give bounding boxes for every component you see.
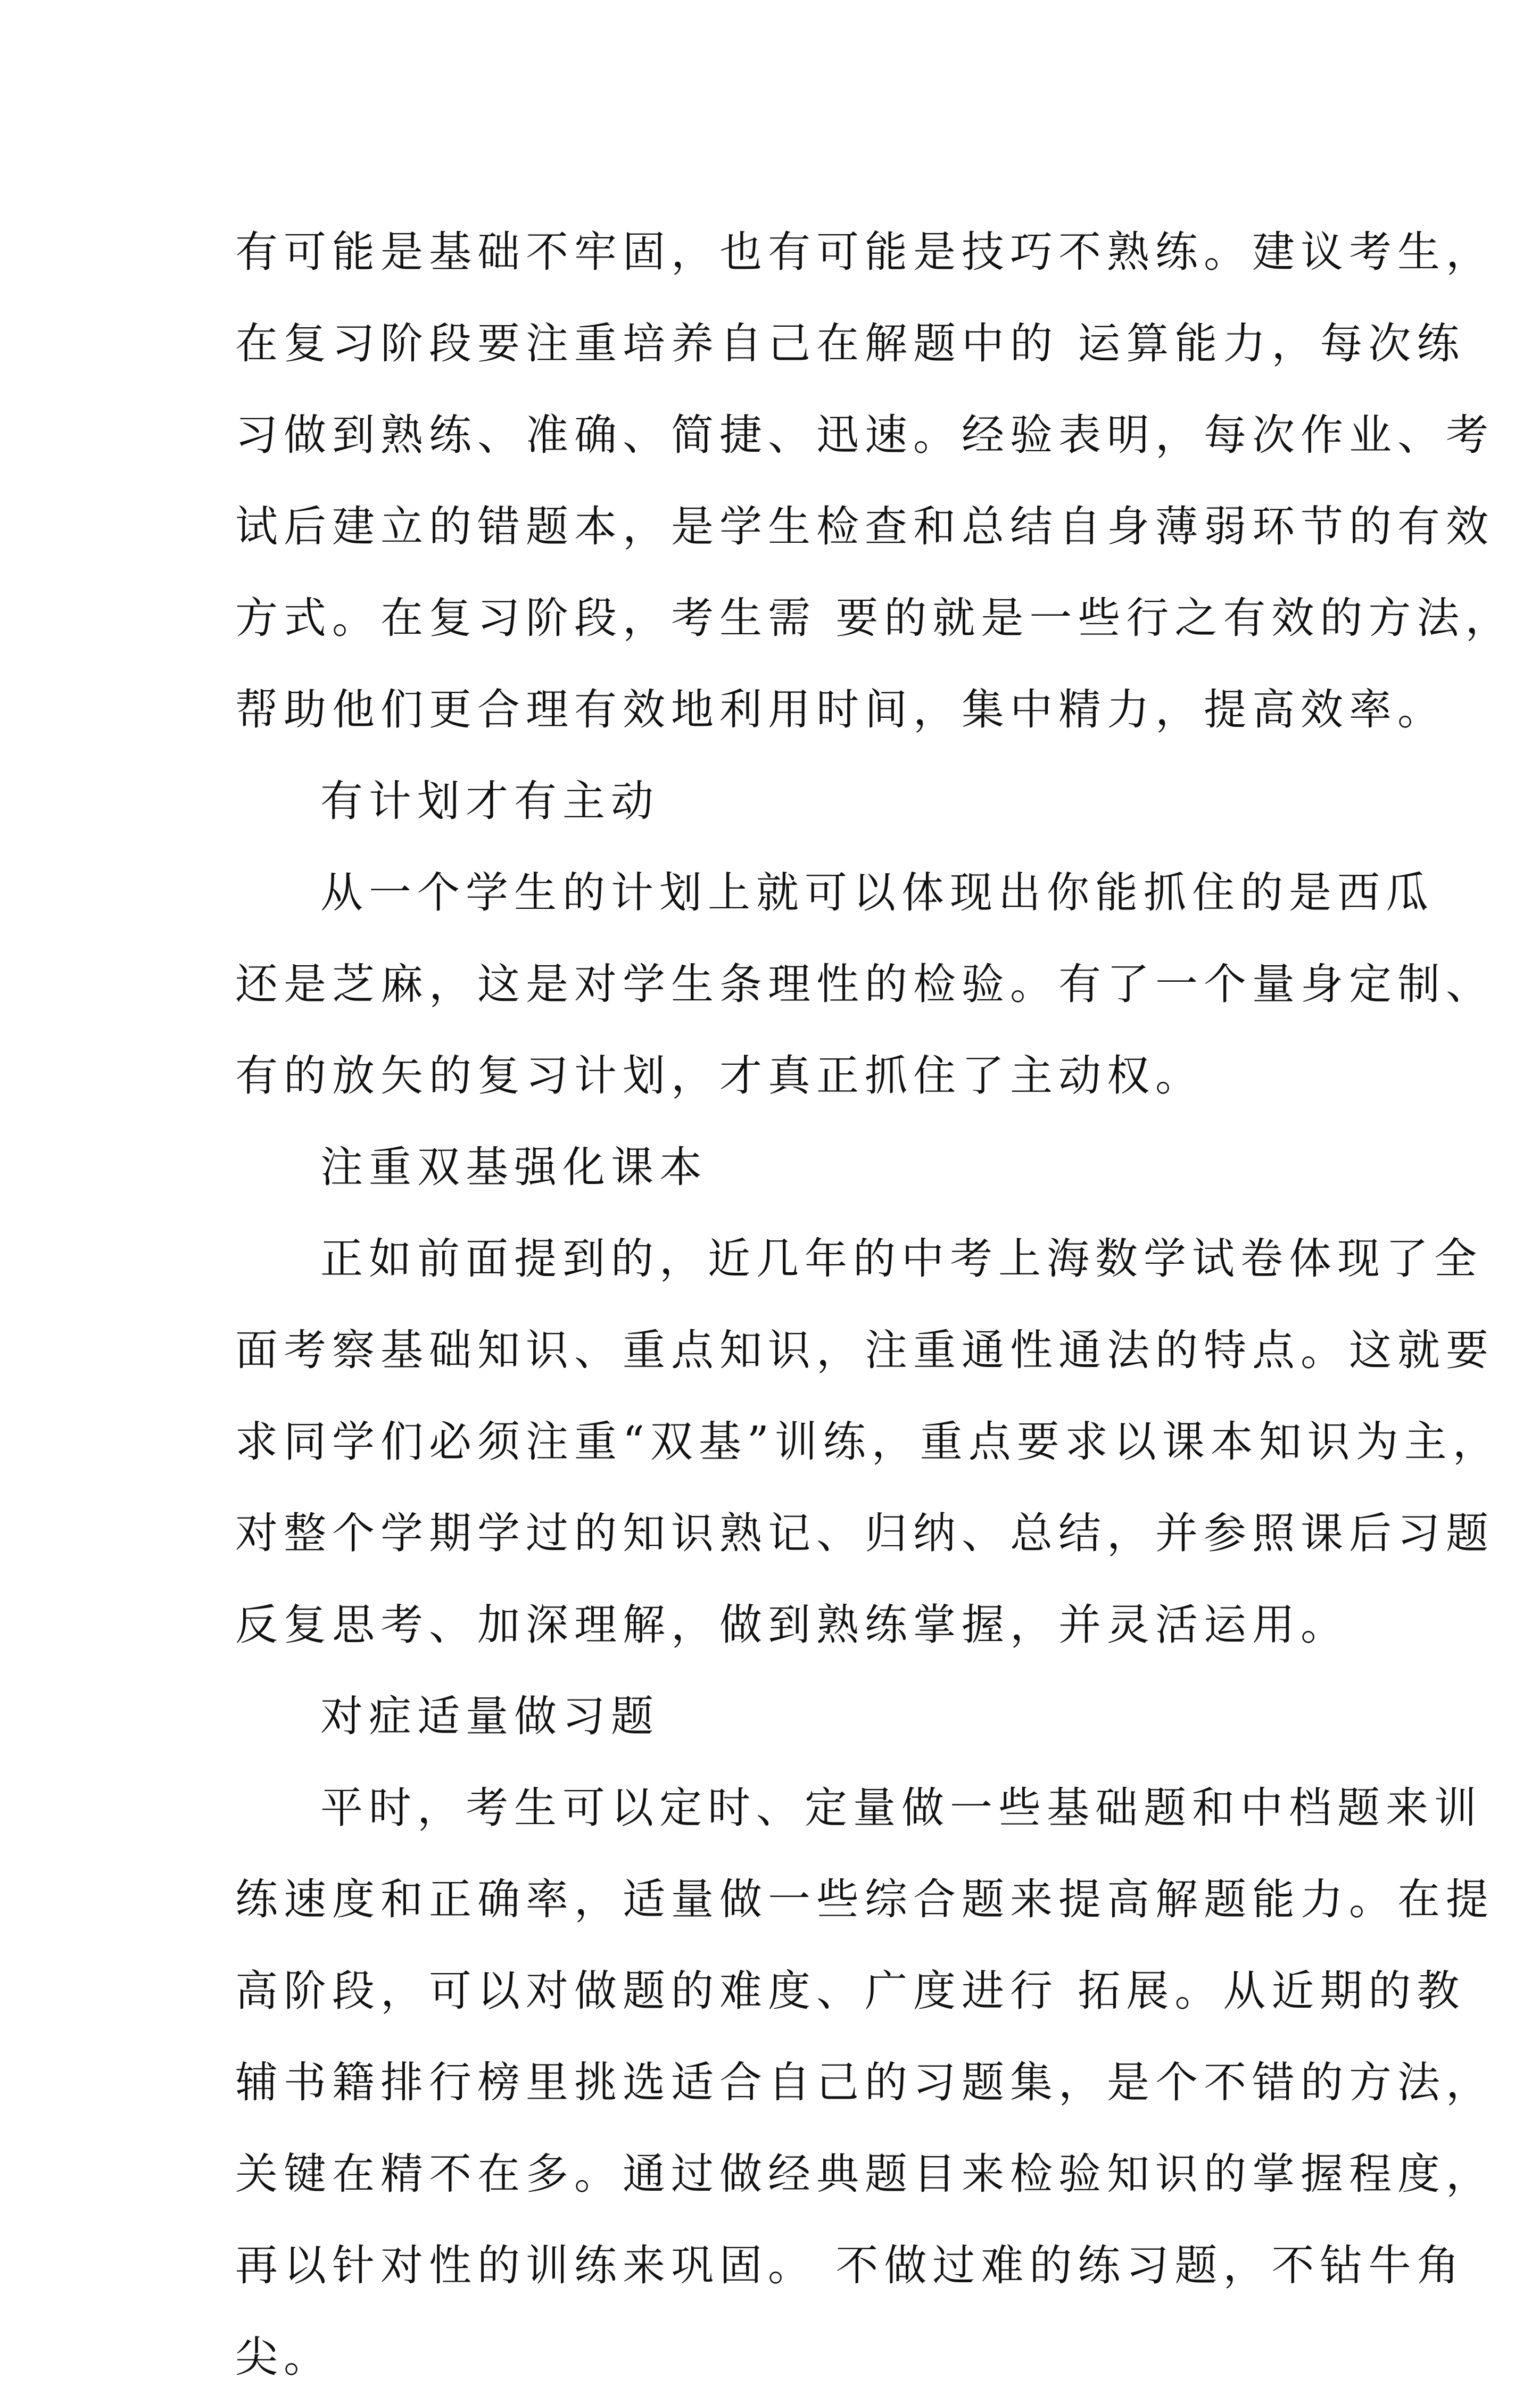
paragraph-line: 求同学们必须注重“双基”训练，重点要求以课本知识为主， [235,1417,1501,1466]
paragraph-line: 尖。 [235,2332,332,2382]
paragraph-line: 习做到熟练、准确、简捷、迅速。经验表明，每次作业、考 [235,410,1494,460]
paragraph-line: 反复思考、加深理解，做到熟练掌握，并灵活运用。 [235,1600,1349,1650]
paragraph-line: 正如前面提到的，近几年的中考上海数学试卷体现了全 [320,1234,1483,1283]
paragraph-line: 有的放矢的复习计划，才真正抓住了主动权。 [235,1051,1204,1100]
section-heading: 对症适量做习题 [320,1692,659,1741]
paragraph-line: 对整个学期学过的知识熟记、归纳、总结，并参照课后习题 [235,1509,1494,1558]
paragraph-line: 有可能是基础不牢固，也有可能是技巧不熟练。建议考生， [235,227,1494,277]
paragraph-line: 在复习阶段要注重培养自己在解题中的 运算能力，每次练 [235,319,1466,368]
section-heading: 有计划才有主动 [320,776,659,826]
paragraph-line: 从一个学生的计划上就可以体现出你能抓住的是西瓜 [320,868,1434,917]
paragraph-line: 还是芝麻，这是对学生条理性的检验。有了一个量身定制、 [235,959,1494,1009]
section-heading: 注重双基强化课本 [320,1142,708,1192]
paragraph-line: 帮助他们更合理有效地利用时间，集中精力，提高效率。 [235,685,1446,734]
paragraph-line: 平时，考生可以定时、定量做一些基础题和中档题来训 [320,1783,1483,1833]
paragraph-line: 面考察基础知识、重点知识，注重通性通法的特点。这就要 [235,1325,1494,1375]
paragraph-line: 再以针对性的训练来巩固。 不做过难的练习题，不钻牛角 [235,2241,1466,2290]
paragraph-line: 试后建立的错题本，是学生检查和总结自身薄弱环节的有效 [235,502,1494,551]
paragraph-line: 方式。在复习阶段，考生需 要的就是一些行之有效的方法， [235,593,1514,643]
paragraph-line: 高阶段，可以对做题的难度、广度进行 拓展。从近期的教 [235,1966,1466,2016]
paragraph-line: 关键在精不在多。通过做经典题目来检验知识的掌握程度， [235,2149,1494,2199]
paragraph-line: 练速度和正确率，适量做一些综合题来提高解题能力。在提 [235,1875,1494,1924]
paragraph-line: 辅书籍排行榜里挑选适合自己的习题集，是个不错的方法， [235,2058,1494,2107]
document-body [235,206,1514,2403]
